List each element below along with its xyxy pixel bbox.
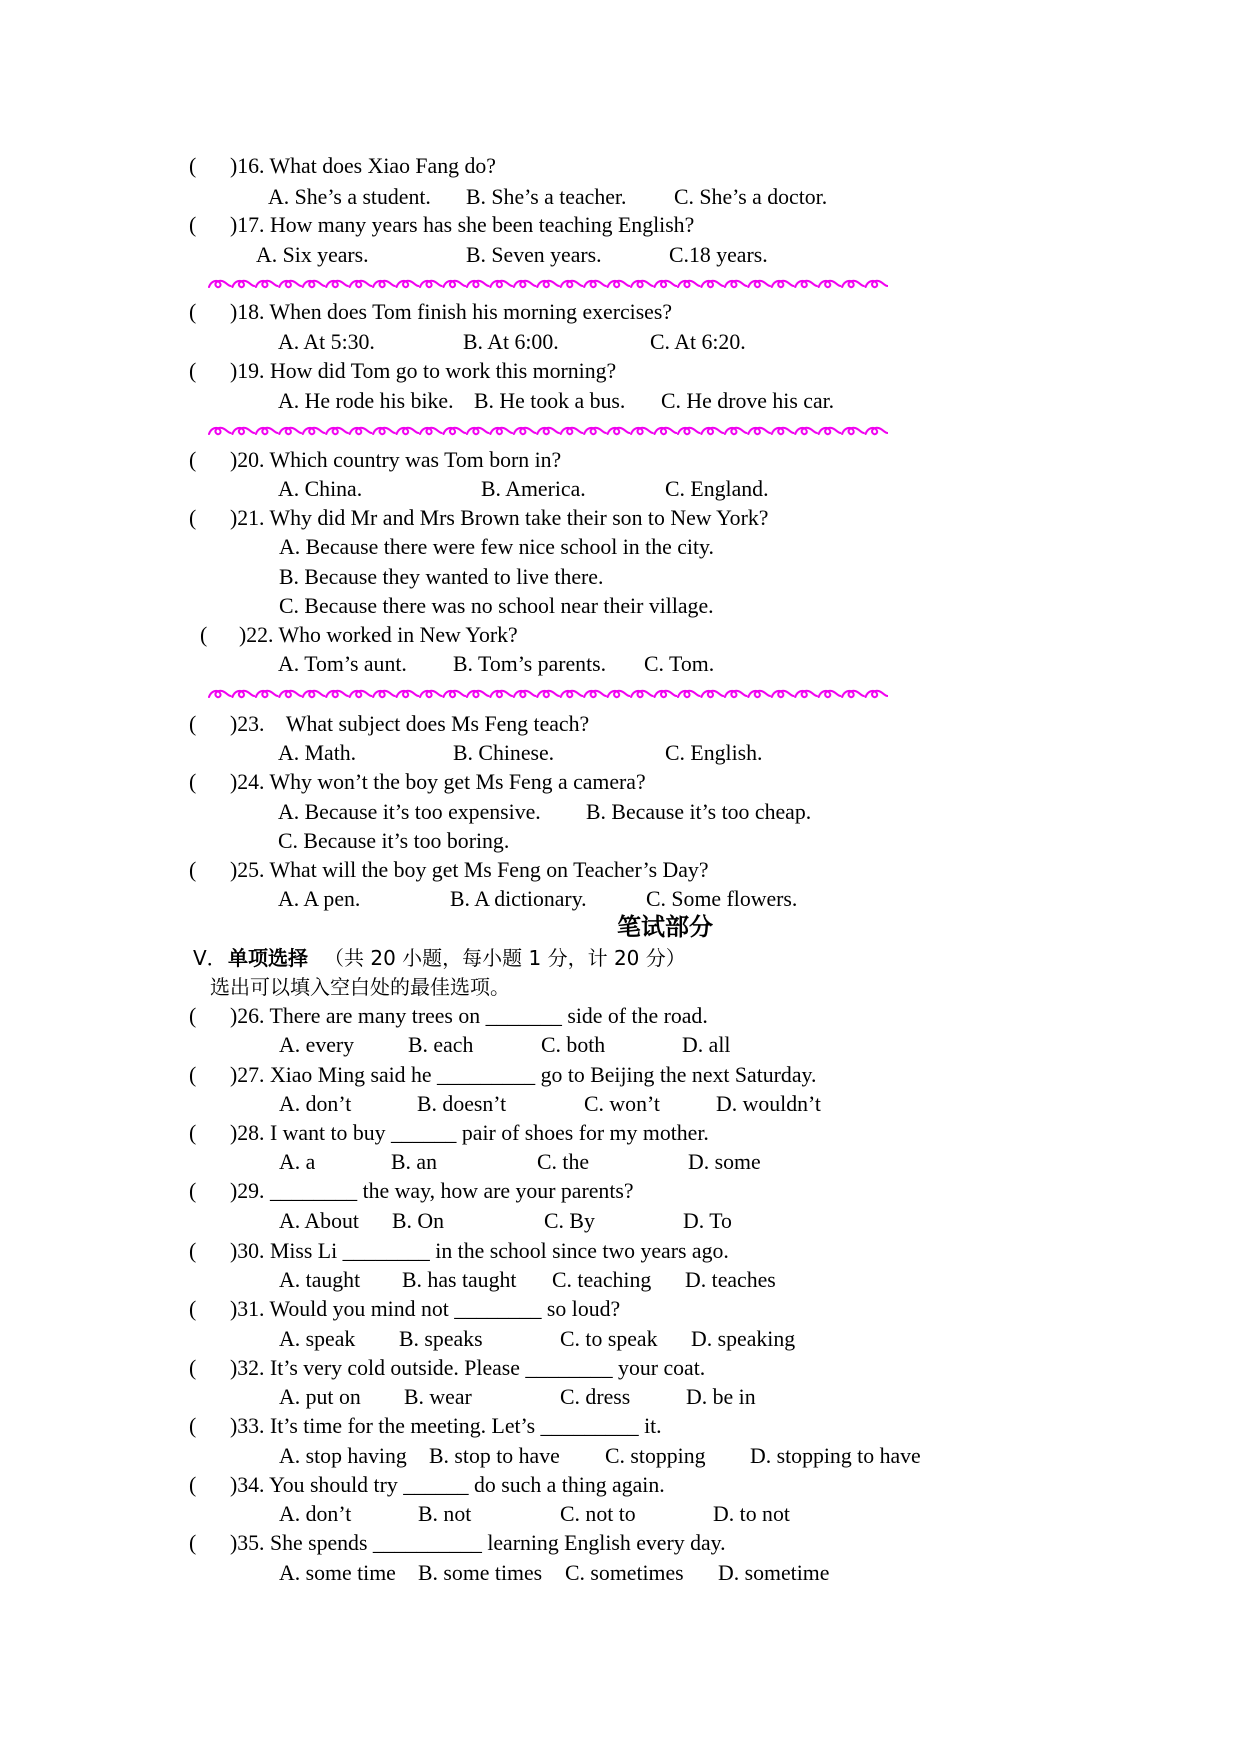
question-18-options: [0, 330, 1241, 356]
option-a: A. Six years.: [256, 243, 369, 267]
answer-bracket: (: [189, 770, 197, 794]
question-17-row: [0, 213, 1241, 239]
question-34-options: [0, 1502, 1241, 1528]
question-32-stem: )32. It’s very cold outside. Please ________ your coat.: [230, 1356, 706, 1380]
question-23-stem: )23. What subject does Ms Feng teach?: [230, 712, 590, 736]
question-24-stem: )24. Why won’t the boy get Ms Feng a camera?: [230, 770, 646, 794]
question-26-stem: )26. There are many trees on _______ side of the road.: [230, 1004, 708, 1028]
option-a: A. Math.: [278, 741, 357, 765]
option-c: C. Because it’s too boring.: [278, 829, 510, 853]
question-35-stem: )35. She spends __________ learning English every day.: [230, 1531, 726, 1555]
option-c: C. the: [537, 1150, 590, 1174]
answer-bracket: (: [189, 1414, 197, 1438]
option-c: C. won’t: [584, 1092, 660, 1116]
option-c: C. teaching: [552, 1268, 652, 1292]
option-a: A. She’s a student.: [268, 185, 431, 209]
question-19-options: [0, 389, 1241, 415]
option-b: B. Seven years.: [466, 243, 602, 267]
question-26-row: [0, 1004, 1241, 1030]
option-b: B. Chinese.: [453, 741, 555, 765]
option-d: D. To: [683, 1209, 732, 1233]
question-25-options: [0, 887, 1241, 913]
option-a: A. Because it’s too expensive.: [278, 800, 541, 824]
option-a: A. China.: [278, 477, 363, 501]
option-b: B. each: [408, 1033, 474, 1057]
option-b: B. She’s a teacher.: [466, 185, 627, 209]
answer-bracket: (: [189, 1473, 197, 1497]
option-d: D. sometime: [718, 1561, 830, 1585]
question-34-stem: )34. You should try ______ do such a thing again.: [230, 1473, 665, 1497]
answer-bracket: (: [200, 623, 208, 647]
section-instruction-row: [0, 975, 1241, 1001]
question-21-option-c-row: [0, 594, 1241, 620]
decorative-border: [208, 277, 888, 291]
option-c: C. England.: [665, 477, 769, 501]
option-c: C. English.: [665, 741, 763, 765]
option-a: A. speak: [279, 1327, 356, 1351]
option-b: B. America.: [481, 477, 586, 501]
option-c: C. to speak: [560, 1327, 658, 1351]
question-28-options: [0, 1150, 1241, 1176]
option-d: D. stopping to have: [750, 1444, 921, 1468]
question-23-options: [0, 741, 1241, 767]
option-d: D. all: [682, 1033, 731, 1057]
question-18-stem: )18. When does Tom finish his morning exercises?: [230, 300, 673, 324]
option-c: C. Tom.: [644, 652, 715, 676]
question-20-stem: )20. Which country was Tom born in?: [230, 448, 562, 472]
option-a: A. don’t: [279, 1092, 352, 1116]
option-d: D. be in: [686, 1385, 756, 1409]
option-c: C. dress: [560, 1385, 631, 1409]
question-19-stem: )19. How did Tom go to work this morning?: [230, 359, 617, 383]
question-33-row: [0, 1414, 1241, 1440]
option-c: C. He drove his car.: [661, 389, 835, 413]
written-part-heading: [0, 913, 1241, 943]
option-d: D. wouldn’t: [716, 1092, 821, 1116]
question-30-stem: )30. Miss Li ________ in the school since two years ago.: [230, 1239, 729, 1263]
question-29-row: [0, 1179, 1241, 1205]
question-16-options: [0, 185, 1241, 211]
question-21-option-a-row: [0, 535, 1241, 561]
option-b: B. some times: [418, 1561, 543, 1585]
question-22-stem: )22. Who worked in New York?: [239, 623, 518, 647]
question-22-row: [0, 623, 1241, 649]
answer-bracket: (: [189, 1531, 197, 1555]
option-a: A. a: [279, 1150, 316, 1174]
option-d: D. to not: [713, 1502, 790, 1526]
option-c: C. stopping: [605, 1444, 706, 1468]
option-b: B. has taught: [402, 1268, 517, 1292]
question-26-options: [0, 1033, 1241, 1059]
option-c: C. Some flowers.: [646, 887, 798, 911]
answer-bracket: (: [189, 300, 197, 324]
option-c: C. She’s a doctor.: [674, 185, 828, 209]
answer-bracket: (: [189, 213, 197, 237]
option-a: A. don’t: [279, 1502, 352, 1526]
option-b: B. an: [391, 1150, 438, 1174]
section-info: （共 20 小题，每小题 1 分，计 20 分）: [324, 946, 686, 970]
question-24-row: [0, 770, 1241, 796]
decorative-border: [208, 687, 888, 701]
question-25-row: [0, 858, 1241, 884]
option-b: B. Tom’s parents.: [453, 652, 607, 676]
section-instruction: 选出可以填入空白处的最佳选项。: [210, 975, 510, 999]
option-d: D. speaking: [691, 1327, 796, 1351]
section-number: V．: [193, 946, 227, 970]
question-35-options: [0, 1561, 1241, 1587]
question-27-row: [0, 1063, 1241, 1089]
question-24-options: [0, 800, 1241, 826]
question-33-stem: )33. It’s time for the meeting. Let’s _________ it.: [230, 1414, 662, 1438]
option-a: A. About: [279, 1209, 359, 1233]
answer-bracket: (: [189, 154, 197, 178]
question-30-options: [0, 1268, 1241, 1294]
question-31-options: [0, 1327, 1241, 1353]
option-c: C.18 years.: [669, 243, 768, 267]
option-b: B. not: [418, 1502, 472, 1526]
option-a: A. taught: [279, 1268, 361, 1292]
option-a: A. A pen.: [278, 887, 361, 911]
option-b: B. On: [392, 1209, 445, 1233]
option-a: A. put on: [279, 1385, 361, 1409]
question-24-option-c-row: [0, 829, 1241, 855]
question-20-row: [0, 448, 1241, 474]
question-27-stem: )27. Xiao Ming said he _________ go to Beijing the next Saturday.: [230, 1063, 817, 1087]
option-a: A. stop having: [279, 1444, 407, 1468]
question-25-stem: )25. What will the boy get Ms Feng on Teacher’s Day?: [230, 858, 709, 882]
option-b: B. A dictionary.: [450, 887, 587, 911]
answer-bracket: (: [189, 1179, 197, 1203]
answer-bracket: (: [189, 1239, 197, 1263]
answer-bracket: (: [189, 1004, 197, 1028]
question-16-stem: )16. What does Xiao Fang do?: [230, 154, 496, 178]
question-21-row: [0, 506, 1241, 532]
answer-bracket: (: [189, 359, 197, 383]
question-31-stem: )31. Would you mind not ________ so loud?: [230, 1297, 621, 1321]
answer-bracket: (: [189, 1121, 197, 1145]
option-c: C. Because there was no school near their village.: [279, 594, 714, 618]
answer-bracket: (: [189, 1356, 197, 1380]
question-29-options: [0, 1209, 1241, 1235]
question-18-row: [0, 300, 1241, 326]
option-b: B. speaks: [399, 1327, 483, 1351]
question-28-row: [0, 1121, 1241, 1147]
option-a: A. At 5:30.: [278, 330, 375, 354]
question-23-row: [0, 712, 1241, 738]
question-19-row: [0, 359, 1241, 385]
option-b: B. wear: [404, 1385, 472, 1409]
option-c: C. By: [544, 1209, 595, 1233]
question-33-options: [0, 1444, 1241, 1470]
option-a: A. He rode his bike.: [278, 389, 454, 413]
option-a: A. every: [279, 1033, 355, 1057]
answer-bracket: (: [189, 858, 197, 882]
option-c: C. not to: [560, 1502, 636, 1526]
option-b: B. doesn’t: [417, 1092, 507, 1116]
answer-bracket: (: [189, 712, 197, 736]
option-c: C. At 6:20.: [650, 330, 746, 354]
option-a: A. some time: [279, 1561, 396, 1585]
option-b: B. stop to have: [429, 1444, 560, 1468]
option-a: A. Because there were few nice school in the city.: [279, 535, 714, 559]
question-28-stem: )28. I want to buy ______ pair of shoes for my mother.: [230, 1121, 709, 1145]
question-32-options: [0, 1385, 1241, 1411]
option-d: D. some: [688, 1150, 761, 1174]
question-21-option-b-row: [0, 565, 1241, 591]
option-c: C. both: [541, 1033, 606, 1057]
answer-bracket: (: [189, 1297, 197, 1321]
question-22-options: [0, 652, 1241, 678]
option-b: B. He took a bus.: [474, 389, 626, 413]
question-27-options: [0, 1092, 1241, 1118]
decorative-border: [208, 424, 888, 438]
question-35-row: [0, 1531, 1241, 1557]
question-31-row: [0, 1297, 1241, 1323]
written-part-title: 笔试部分: [617, 913, 713, 941]
question-21-stem: )21. Why did Mr and Mrs Brown take their son to New York?: [230, 506, 769, 530]
question-34-row: [0, 1473, 1241, 1499]
answer-bracket: (: [189, 506, 197, 530]
option-b: B. Because they wanted to live there.: [279, 565, 604, 589]
question-20-options: [0, 477, 1241, 503]
question-17-options: [0, 243, 1241, 269]
question-30-row: [0, 1239, 1241, 1265]
section-v-heading: [0, 946, 1241, 972]
question-17-stem: )17. How many years has she been teaching English?: [230, 213, 695, 237]
option-b: B. At 6:00.: [463, 330, 559, 354]
option-a: A. Tom’s aunt.: [278, 652, 407, 676]
option-b: B. Because it’s too cheap.: [586, 800, 812, 824]
answer-bracket: (: [189, 1063, 197, 1087]
answer-bracket: (: [189, 448, 197, 472]
question-32-row: [0, 1356, 1241, 1382]
section-title: 单项选择: [228, 946, 308, 970]
option-c: C. sometimes: [565, 1561, 684, 1585]
question-16-row: [0, 154, 1241, 180]
question-29-stem: )29. ________ the way, how are your parents?: [230, 1179, 634, 1203]
option-d: D. teaches: [685, 1268, 776, 1292]
